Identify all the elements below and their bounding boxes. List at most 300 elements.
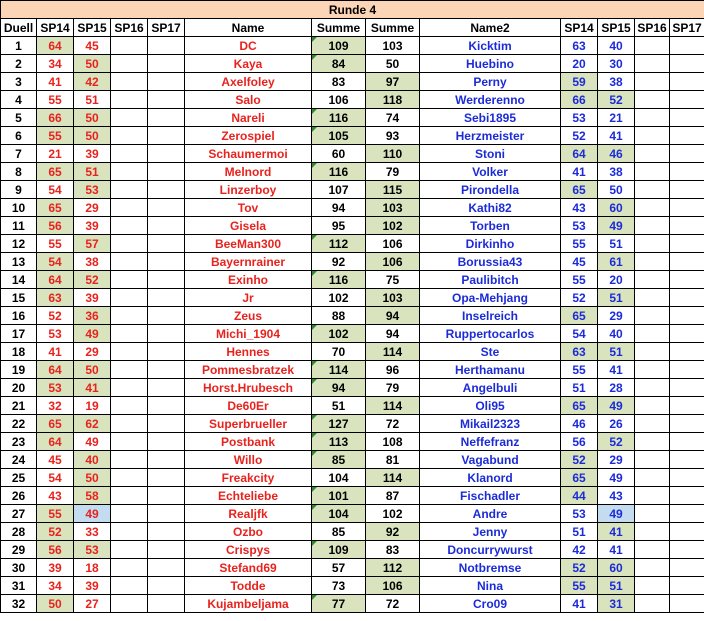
cell-empty[interactable] xyxy=(635,127,670,145)
cell-l14[interactable]: 52 xyxy=(37,307,74,325)
cell-r15[interactable]: 41 xyxy=(598,541,635,559)
cell-s1[interactable]: 102 xyxy=(312,325,366,343)
cell-empty[interactable] xyxy=(635,325,670,343)
cell-empty[interactable] xyxy=(670,325,704,343)
cell-empty[interactable] xyxy=(635,523,670,541)
cell-duell[interactable]: 3 xyxy=(1,73,37,91)
cell-empty[interactable] xyxy=(111,253,148,271)
cell-name[interactable]: De60Er xyxy=(185,397,312,415)
cell-duell[interactable]: 19 xyxy=(1,361,37,379)
cell-name[interactable]: Stefand69 xyxy=(185,559,312,577)
cell-l15[interactable]: 62 xyxy=(74,415,111,433)
cell-r15[interactable]: 41 xyxy=(598,127,635,145)
cell-name[interactable]: Hennes xyxy=(185,343,312,361)
cell-r15[interactable]: 49 xyxy=(598,217,635,235)
cell-s2[interactable]: 114 xyxy=(366,343,420,361)
cell-empty[interactable] xyxy=(148,37,185,55)
cell-name[interactable]: Zerospiel xyxy=(185,127,312,145)
cell-empty[interactable] xyxy=(670,271,704,289)
cell-s2[interactable]: 93 xyxy=(366,127,420,145)
cell-r14[interactable]: 51 xyxy=(561,523,598,541)
cell-empty[interactable] xyxy=(670,361,704,379)
cell-empty[interactable] xyxy=(635,433,670,451)
cell-r14[interactable]: 55 xyxy=(561,271,598,289)
cell-duell[interactable]: 29 xyxy=(1,541,37,559)
cell-name2[interactable]: Doncurrywurst xyxy=(420,541,561,559)
cell-r14[interactable]: 41 xyxy=(561,595,598,613)
cell-empty[interactable] xyxy=(670,109,704,127)
cell-duell[interactable]: 1 xyxy=(1,37,37,55)
cell-l15[interactable]: 51 xyxy=(74,163,111,181)
cell-empty[interactable] xyxy=(111,361,148,379)
cell-l14[interactable]: 55 xyxy=(37,505,74,523)
cell-l14[interactable]: 53 xyxy=(37,325,74,343)
cell-s1[interactable]: 106 xyxy=(312,91,366,109)
cell-empty[interactable] xyxy=(635,451,670,469)
cell-empty[interactable] xyxy=(111,415,148,433)
cell-duell[interactable]: 28 xyxy=(1,523,37,541)
cell-name[interactable]: Gisela xyxy=(185,217,312,235)
cell-duell[interactable]: 15 xyxy=(1,289,37,307)
cell-empty[interactable] xyxy=(670,415,704,433)
cell-s2[interactable]: 114 xyxy=(366,469,420,487)
cell-empty[interactable] xyxy=(670,433,704,451)
cell-empty[interactable] xyxy=(635,559,670,577)
cell-empty[interactable] xyxy=(148,235,185,253)
cell-l15[interactable]: 53 xyxy=(74,181,111,199)
cell-name2[interactable]: Paulibitch xyxy=(420,271,561,289)
cell-l14[interactable]: 63 xyxy=(37,289,74,307)
cell-empty[interactable] xyxy=(670,253,704,271)
cell-r14[interactable]: 63 xyxy=(561,37,598,55)
cell-r15[interactable]: 50 xyxy=(598,181,635,199)
cell-l15[interactable]: 50 xyxy=(74,361,111,379)
cell-empty[interactable] xyxy=(148,433,185,451)
column-header-3[interactable]: SP16 xyxy=(111,19,148,37)
cell-empty[interactable] xyxy=(670,181,704,199)
cell-s1[interactable]: 101 xyxy=(312,487,366,505)
cell-l15[interactable]: 39 xyxy=(74,217,111,235)
cell-empty[interactable] xyxy=(635,91,670,109)
cell-name[interactable]: Kujambeljama xyxy=(185,595,312,613)
cell-name2[interactable]: Klanord xyxy=(420,469,561,487)
cell-s2[interactable]: 114 xyxy=(366,397,420,415)
cell-r14[interactable]: 66 xyxy=(561,91,598,109)
cell-r14[interactable]: 65 xyxy=(561,307,598,325)
cell-duell[interactable]: 6 xyxy=(1,127,37,145)
cell-empty[interactable] xyxy=(148,271,185,289)
cell-duell[interactable]: 7 xyxy=(1,145,37,163)
cell-empty[interactable] xyxy=(148,145,185,163)
cell-l14[interactable]: 54 xyxy=(37,253,74,271)
cell-duell[interactable]: 11 xyxy=(1,217,37,235)
cell-l14[interactable]: 52 xyxy=(37,523,74,541)
cell-duell[interactable]: 13 xyxy=(1,253,37,271)
cell-empty[interactable] xyxy=(148,325,185,343)
cell-empty[interactable] xyxy=(148,577,185,595)
cell-empty[interactable] xyxy=(148,469,185,487)
cell-r14[interactable]: 41 xyxy=(561,163,598,181)
cell-r14[interactable]: 52 xyxy=(561,451,598,469)
cell-l15[interactable]: 49 xyxy=(74,433,111,451)
cell-name[interactable]: Horst.Hrubesch xyxy=(185,379,312,397)
cell-empty[interactable] xyxy=(148,415,185,433)
cell-s1[interactable]: 105 xyxy=(312,127,366,145)
cell-name[interactable]: Echteliebe xyxy=(185,487,312,505)
cell-empty[interactable] xyxy=(111,325,148,343)
cell-r14[interactable]: 51 xyxy=(561,379,598,397)
cell-duell[interactable]: 22 xyxy=(1,415,37,433)
cell-name2[interactable]: Werderenno xyxy=(420,91,561,109)
cell-l15[interactable]: 50 xyxy=(74,127,111,145)
cell-empty[interactable] xyxy=(635,469,670,487)
cell-empty[interactable] xyxy=(670,559,704,577)
cell-l15[interactable]: 50 xyxy=(74,55,111,73)
cell-empty[interactable] xyxy=(111,109,148,127)
cell-empty[interactable] xyxy=(635,541,670,559)
cell-r14[interactable]: 53 xyxy=(561,505,598,523)
cell-l15[interactable]: 39 xyxy=(74,577,111,595)
cell-s2[interactable]: 97 xyxy=(366,73,420,91)
cell-empty[interactable] xyxy=(670,451,704,469)
cell-s1[interactable]: 84 xyxy=(312,55,366,73)
cell-name[interactable]: Jr xyxy=(185,289,312,307)
cell-s2[interactable]: 103 xyxy=(366,199,420,217)
cell-l15[interactable]: 45 xyxy=(74,37,111,55)
cell-s2[interactable]: 72 xyxy=(366,595,420,613)
cell-empty[interactable] xyxy=(670,55,704,73)
cell-empty[interactable] xyxy=(670,577,704,595)
cell-empty[interactable] xyxy=(635,109,670,127)
cell-empty[interactable] xyxy=(670,379,704,397)
cell-s2[interactable]: 75 xyxy=(366,271,420,289)
cell-name[interactable]: Tov xyxy=(185,199,312,217)
column-header-9[interactable]: SP14 xyxy=(561,19,598,37)
cell-r14[interactable]: 55 xyxy=(561,577,598,595)
cell-duell[interactable]: 32 xyxy=(1,595,37,613)
cell-r15[interactable]: 29 xyxy=(598,451,635,469)
cell-empty[interactable] xyxy=(111,199,148,217)
cell-empty[interactable] xyxy=(111,307,148,325)
cell-l14[interactable]: 64 xyxy=(37,37,74,55)
cell-duell[interactable]: 24 xyxy=(1,451,37,469)
cell-name2[interactable]: Fischadler xyxy=(420,487,561,505)
cell-empty[interactable] xyxy=(148,253,185,271)
cell-l14[interactable]: 65 xyxy=(37,415,74,433)
cell-s2[interactable]: 118 xyxy=(366,91,420,109)
cell-name[interactable]: Crispys xyxy=(185,541,312,559)
cell-empty[interactable] xyxy=(111,73,148,91)
cell-empty[interactable] xyxy=(635,307,670,325)
cell-s2[interactable]: 108 xyxy=(366,433,420,451)
cell-empty[interactable] xyxy=(670,199,704,217)
cell-s2[interactable]: 83 xyxy=(366,541,420,559)
cell-l15[interactable]: 41 xyxy=(74,379,111,397)
cell-l14[interactable]: 41 xyxy=(37,73,74,91)
cell-empty[interactable] xyxy=(148,199,185,217)
cell-name[interactable]: Bayernrainer xyxy=(185,253,312,271)
cell-s1[interactable]: 102 xyxy=(312,289,366,307)
cell-name2[interactable]: Angelbuli xyxy=(420,379,561,397)
cell-empty[interactable] xyxy=(635,379,670,397)
cell-name[interactable]: Ozbo xyxy=(185,523,312,541)
cell-l14[interactable]: 64 xyxy=(37,361,74,379)
cell-r14[interactable]: 52 xyxy=(561,289,598,307)
cell-l15[interactable]: 29 xyxy=(74,199,111,217)
cell-r14[interactable]: 44 xyxy=(561,487,598,505)
column-header-7[interactable]: Summe xyxy=(366,19,420,37)
cell-l14[interactable]: 45 xyxy=(37,451,74,469)
cell-l15[interactable]: 57 xyxy=(74,235,111,253)
cell-r15[interactable]: 49 xyxy=(598,505,635,523)
cell-duell[interactable]: 9 xyxy=(1,181,37,199)
cell-empty[interactable] xyxy=(670,163,704,181)
cell-r14[interactable]: 45 xyxy=(561,253,598,271)
cell-s1[interactable]: 77 xyxy=(312,595,366,613)
cell-r15[interactable]: 49 xyxy=(598,469,635,487)
cell-empty[interactable] xyxy=(148,217,185,235)
cell-empty[interactable] xyxy=(635,235,670,253)
cell-empty[interactable] xyxy=(670,595,704,613)
cell-name2[interactable]: Sebi1895 xyxy=(420,109,561,127)
cell-r14[interactable]: 55 xyxy=(561,361,598,379)
cell-duell[interactable]: 30 xyxy=(1,559,37,577)
cell-duell[interactable]: 2 xyxy=(1,55,37,73)
cell-s1[interactable]: 85 xyxy=(312,451,366,469)
cell-name[interactable]: Pommesbratzek xyxy=(185,361,312,379)
cell-empty[interactable] xyxy=(148,91,185,109)
cell-duell[interactable]: 10 xyxy=(1,199,37,217)
cell-empty[interactable] xyxy=(111,37,148,55)
cell-empty[interactable] xyxy=(148,523,185,541)
cell-empty[interactable] xyxy=(148,127,185,145)
cell-name2[interactable]: Borussia43 xyxy=(420,253,561,271)
cell-r15[interactable]: 61 xyxy=(598,253,635,271)
cell-name2[interactable]: Herthamanu xyxy=(420,361,561,379)
cell-l14[interactable]: 55 xyxy=(37,127,74,145)
cell-empty[interactable] xyxy=(111,379,148,397)
cell-s2[interactable]: 81 xyxy=(366,451,420,469)
column-header-6[interactable]: Summe xyxy=(312,19,366,37)
cell-empty[interactable] xyxy=(670,235,704,253)
cell-empty[interactable] xyxy=(635,55,670,73)
cell-name2[interactable]: Kicktim xyxy=(420,37,561,55)
cell-name2[interactable]: Kathi82 xyxy=(420,199,561,217)
cell-r14[interactable]: 46 xyxy=(561,415,598,433)
column-header-10[interactable]: SP15 xyxy=(598,19,635,37)
cell-r14[interactable]: 52 xyxy=(561,559,598,577)
cell-duell[interactable]: 16 xyxy=(1,307,37,325)
cell-name2[interactable]: Cro09 xyxy=(420,595,561,613)
cell-l14[interactable]: 64 xyxy=(37,271,74,289)
cell-empty[interactable] xyxy=(635,343,670,361)
cell-empty[interactable] xyxy=(670,343,704,361)
cell-l14[interactable]: 66 xyxy=(37,109,74,127)
cell-name[interactable]: BeeMan300 xyxy=(185,235,312,253)
cell-duell[interactable]: 14 xyxy=(1,271,37,289)
cell-name2[interactable]: Dirkinho xyxy=(420,235,561,253)
cell-name2[interactable]: Jenny xyxy=(420,523,561,541)
cell-empty[interactable] xyxy=(148,163,185,181)
cell-empty[interactable] xyxy=(148,289,185,307)
cell-l15[interactable]: 38 xyxy=(74,253,111,271)
cell-s2[interactable]: 79 xyxy=(366,163,420,181)
cell-s2[interactable]: 94 xyxy=(366,325,420,343)
cell-l15[interactable]: 36 xyxy=(74,307,111,325)
cell-empty[interactable] xyxy=(111,145,148,163)
cell-s1[interactable]: 113 xyxy=(312,433,366,451)
cell-s1[interactable]: 127 xyxy=(312,415,366,433)
cell-empty[interactable] xyxy=(111,127,148,145)
cell-r15[interactable]: 60 xyxy=(598,559,635,577)
cell-r14[interactable]: 65 xyxy=(561,397,598,415)
cell-empty[interactable] xyxy=(635,145,670,163)
cell-s2[interactable]: 72 xyxy=(366,415,420,433)
cell-r14[interactable]: 42 xyxy=(561,541,598,559)
cell-empty[interactable] xyxy=(111,577,148,595)
cell-duell[interactable]: 5 xyxy=(1,109,37,127)
cell-empty[interactable] xyxy=(111,523,148,541)
cell-r14[interactable]: 55 xyxy=(561,235,598,253)
cell-empty[interactable] xyxy=(670,37,704,55)
cell-l14[interactable]: 56 xyxy=(37,217,74,235)
cell-empty[interactable] xyxy=(670,469,704,487)
cell-l14[interactable]: 32 xyxy=(37,397,74,415)
cell-r15[interactable]: 51 xyxy=(598,343,635,361)
cell-empty[interactable] xyxy=(148,73,185,91)
cell-empty[interactable] xyxy=(635,505,670,523)
cell-l15[interactable]: 49 xyxy=(74,325,111,343)
cell-s1[interactable]: 104 xyxy=(312,505,366,523)
cell-l14[interactable]: 43 xyxy=(37,487,74,505)
cell-s2[interactable]: 87 xyxy=(366,487,420,505)
cell-empty[interactable] xyxy=(148,307,185,325)
cell-name[interactable]: Nareli xyxy=(185,109,312,127)
column-header-4[interactable]: SP17 xyxy=(148,19,185,37)
cell-empty[interactable] xyxy=(635,397,670,415)
cell-empty[interactable] xyxy=(670,91,704,109)
cell-r15[interactable]: 31 xyxy=(598,595,635,613)
cell-r14[interactable]: 65 xyxy=(561,181,598,199)
cell-empty[interactable] xyxy=(148,451,185,469)
cell-name[interactable]: Salo xyxy=(185,91,312,109)
cell-empty[interactable] xyxy=(148,595,185,613)
cell-name2[interactable]: Oli95 xyxy=(420,397,561,415)
cell-empty[interactable] xyxy=(111,559,148,577)
cell-s1[interactable]: 51 xyxy=(312,397,366,415)
cell-l14[interactable]: 55 xyxy=(37,91,74,109)
cell-empty[interactable] xyxy=(635,199,670,217)
cell-empty[interactable] xyxy=(148,397,185,415)
cell-l14[interactable]: 34 xyxy=(37,577,74,595)
cell-l15[interactable]: 18 xyxy=(74,559,111,577)
cell-r15[interactable]: 52 xyxy=(598,91,635,109)
cell-l14[interactable]: 54 xyxy=(37,181,74,199)
cell-name[interactable]: Superbrueller xyxy=(185,415,312,433)
cell-empty[interactable] xyxy=(111,91,148,109)
cell-empty[interactable] xyxy=(635,289,670,307)
cell-s2[interactable]: 96 xyxy=(366,361,420,379)
cell-l15[interactable]: 58 xyxy=(74,487,111,505)
cell-s1[interactable]: 116 xyxy=(312,163,366,181)
cell-name2[interactable]: Vagabund xyxy=(420,451,561,469)
cell-l15[interactable]: 51 xyxy=(74,91,111,109)
cell-s1[interactable]: 116 xyxy=(312,271,366,289)
cell-duell[interactable]: 21 xyxy=(1,397,37,415)
cell-l15[interactable]: 39 xyxy=(74,289,111,307)
cell-empty[interactable] xyxy=(111,181,148,199)
cell-r14[interactable]: 52 xyxy=(561,127,598,145)
cell-r15[interactable]: 51 xyxy=(598,577,635,595)
cell-name2[interactable]: Nina xyxy=(420,577,561,595)
cell-l15[interactable]: 19 xyxy=(74,397,111,415)
cell-l14[interactable]: 39 xyxy=(37,559,74,577)
cell-empty[interactable] xyxy=(635,361,670,379)
cell-name2[interactable]: Mikail2323 xyxy=(420,415,561,433)
cell-s1[interactable]: 85 xyxy=(312,523,366,541)
cell-name[interactable]: Exinho xyxy=(185,271,312,289)
cell-empty[interactable] xyxy=(670,217,704,235)
cell-l14[interactable]: 41 xyxy=(37,343,74,361)
cell-empty[interactable] xyxy=(670,541,704,559)
cell-name[interactable]: Kaya xyxy=(185,55,312,73)
cell-r14[interactable]: 63 xyxy=(561,343,598,361)
cell-name[interactable]: Todde xyxy=(185,577,312,595)
cell-empty[interactable] xyxy=(148,559,185,577)
cell-empty[interactable] xyxy=(148,343,185,361)
cell-l14[interactable]: 50 xyxy=(37,595,74,613)
cell-name2[interactable]: Inselreich xyxy=(420,307,561,325)
cell-l15[interactable]: 29 xyxy=(74,343,111,361)
cell-r15[interactable]: 26 xyxy=(598,415,635,433)
cell-name2[interactable]: Pirondella xyxy=(420,181,561,199)
cell-empty[interactable] xyxy=(148,181,185,199)
cell-s1[interactable]: 70 xyxy=(312,343,366,361)
cell-s2[interactable]: 112 xyxy=(366,559,420,577)
cell-empty[interactable] xyxy=(148,55,185,73)
cell-empty[interactable] xyxy=(670,289,704,307)
cell-s1[interactable]: 73 xyxy=(312,577,366,595)
cell-name2[interactable]: Huebino xyxy=(420,55,561,73)
cell-r15[interactable]: 40 xyxy=(598,325,635,343)
cell-empty[interactable] xyxy=(635,271,670,289)
cell-duell[interactable]: 26 xyxy=(1,487,37,505)
cell-name[interactable]: DC xyxy=(185,37,312,55)
cell-l15[interactable]: 39 xyxy=(74,145,111,163)
cell-empty[interactable] xyxy=(111,595,148,613)
cell-name[interactable]: Melnord xyxy=(185,163,312,181)
cell-empty[interactable] xyxy=(670,505,704,523)
cell-l15[interactable]: 27 xyxy=(74,595,111,613)
cell-s1[interactable]: 95 xyxy=(312,217,366,235)
cell-name[interactable]: Michi_1904 xyxy=(185,325,312,343)
cell-s2[interactable]: 92 xyxy=(366,523,420,541)
cell-s2[interactable]: 106 xyxy=(366,253,420,271)
cell-name2[interactable]: Herzmeister xyxy=(420,127,561,145)
cell-name[interactable]: Willo xyxy=(185,451,312,469)
cell-empty[interactable] xyxy=(635,163,670,181)
cell-empty[interactable] xyxy=(111,433,148,451)
cell-empty[interactable] xyxy=(635,415,670,433)
cell-name[interactable]: Schaumermoi xyxy=(185,145,312,163)
cell-s1[interactable]: 107 xyxy=(312,181,366,199)
cell-duell[interactable]: 25 xyxy=(1,469,37,487)
cell-empty[interactable] xyxy=(111,541,148,559)
cell-duell[interactable]: 12 xyxy=(1,235,37,253)
cell-name2[interactable]: Stoni xyxy=(420,145,561,163)
cell-name[interactable]: Linzerboy xyxy=(185,181,312,199)
cell-empty[interactable] xyxy=(148,487,185,505)
